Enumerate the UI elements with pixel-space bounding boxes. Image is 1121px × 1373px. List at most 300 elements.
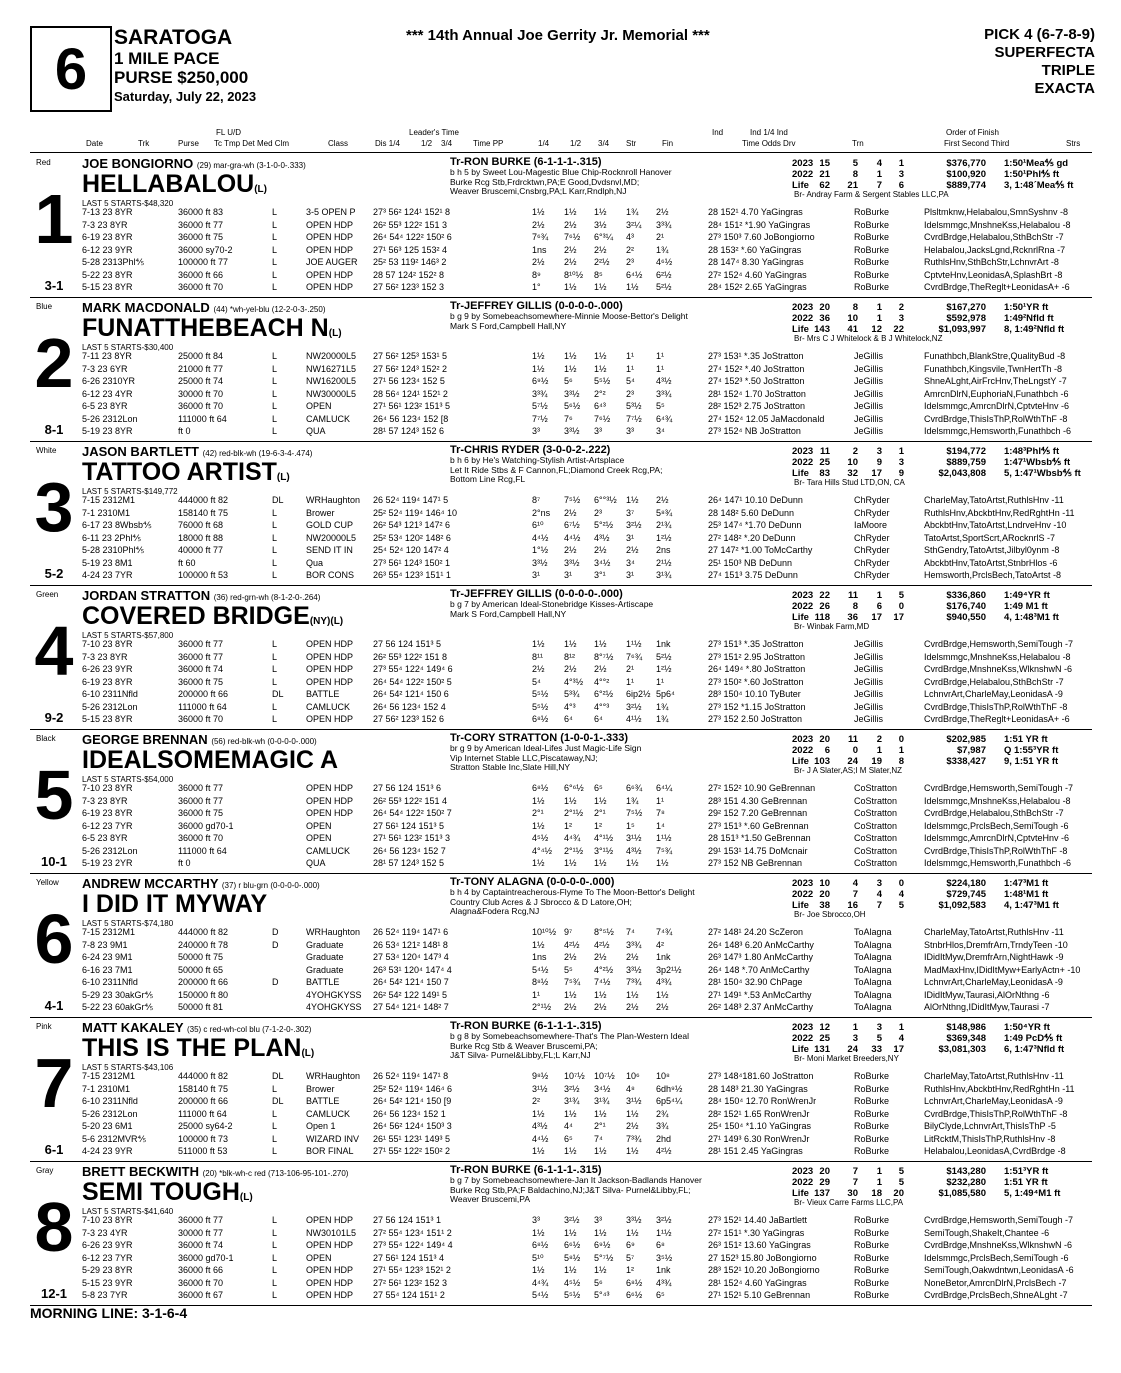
race-purse: PURSE $250,000 — [114, 68, 249, 87]
pl-trainer: RoBurke — [854, 1227, 890, 1238]
pl-fractions: 26⁴ 56 123⁴ 152 1 — [373, 1108, 446, 1119]
pl-trainer: RoBurke — [854, 269, 890, 280]
pl-date: 5-19 23 8M1 — [82, 557, 133, 568]
stat-cell: Life — [792, 1044, 809, 1055]
col-label: Dis 1/4 — [375, 139, 400, 148]
pl-str: 5⁷ — [626, 1252, 635, 1263]
stat-cell: 1 — [898, 745, 904, 756]
stat-cell: 1 — [876, 313, 882, 324]
pl-q2: 4°³½ — [564, 676, 584, 687]
stat-cell: $100,920 — [946, 169, 986, 180]
last-five-earnings: LAST 5 STARTS-$54,000 — [82, 775, 174, 784]
pl-q2: 6⁴ — [564, 714, 573, 724]
pl-trainer: RoBurke — [854, 207, 890, 217]
pl-class: BATTLE — [306, 1096, 340, 1106]
stat-cell: 8, 1:49²Nfld ft — [1004, 324, 1065, 335]
stat-cell: 16 — [847, 900, 858, 911]
last-five-earnings: LAST 5 STARTS-$57,800 — [82, 631, 174, 640]
stat-cell: 131 — [814, 1044, 830, 1055]
driver-info: (42) red-blk-wh (19-6-3-4-.474) — [202, 449, 313, 458]
pl-fractions: 27² 55⁴ 123⁴ 151¹ 2 — [373, 1227, 452, 1238]
pl-trainer: ToAlagna — [854, 952, 892, 962]
stat-cell: Q 1:55³YR ft — [1004, 745, 1059, 756]
morning-line-odds: 9-2 — [44, 710, 64, 725]
pl-date: 5-15 23 9YR — [82, 1277, 133, 1288]
pl-med: L — [272, 244, 278, 255]
pedigree-owner-line: Burke Rcg Stb,PA;F Baldachino,NJ;J&T Silva- Purnel&Libby,FL; — [450, 1184, 691, 1195]
pp-line — [82, 389, 1092, 400]
pl-class: QUA — [306, 858, 326, 868]
pl-fin: 10⁸ — [656, 1071, 670, 1081]
pl-time-odds-driver: 28⁴ 150⁴ 12.70 RonWrenJr — [708, 1096, 817, 1106]
pl-q1: 5⁴½ — [532, 1290, 549, 1300]
pl-class: GOLD CUP — [306, 520, 354, 530]
stat-cell: 1 — [876, 590, 882, 601]
entry-block — [30, 154, 1092, 298]
pl-fin: 6⁴¼ — [656, 783, 673, 793]
pl-q1: 2½ — [532, 219, 545, 230]
pl-purse: 30000 ft 77 — [178, 1227, 224, 1238]
pl-finish-order: Idelsmmgc,AmrcnDlrN,CptvteHnv -6 — [924, 401, 1070, 411]
stat-cell: 10 — [847, 313, 858, 324]
pl-date: 6-26 23 9YR — [82, 1240, 133, 1250]
pp-line — [82, 977, 1092, 988]
pl-fin: 3¾ — [656, 1121, 669, 1131]
pl-q2: 1½ — [564, 639, 577, 649]
pl-q3: 5°²½ — [594, 520, 614, 530]
pl-med: L — [272, 282, 278, 292]
pp-line — [82, 270, 1092, 281]
driver-line — [82, 444, 312, 459]
pl-purse: 36000 gd70-1 — [178, 820, 234, 831]
pl-fin: 1¹ — [656, 795, 665, 806]
stat-cell: 1:50⁴YR ft — [1004, 1022, 1050, 1033]
trainer-name: Tr-RON BURKE (6-1-1-1-.315) — [450, 1164, 602, 1176]
pl-med: L — [272, 207, 278, 217]
pl-finish-order: SthGendry,TatoArtst,Jilbyl0ynm -8 — [924, 545, 1060, 555]
pedigree-owner-line: J&T Silva- Purnel&Libby,FL;L Karr,NJ — [450, 1050, 591, 1060]
pedigree-owner-line: Alagna&Fodera Rcg,NJ — [450, 906, 540, 916]
pl-time-odds-driver: 27² 151¹ *.30 YaGingras — [708, 1227, 805, 1238]
stats-row — [792, 446, 1092, 457]
trainer-name: Tr-JEFFREY GILLIS (0-0-0-0-.000) — [450, 300, 623, 312]
pl-class: JOE AUGER — [306, 257, 358, 267]
pl-q1: 1½ — [532, 351, 545, 361]
pl-trainer: ToAlagna — [854, 927, 892, 937]
pl-fin: 1nk — [656, 1265, 671, 1275]
pl-purse: 200000 ft 66 — [178, 1096, 229, 1106]
pl-date: 7-3 23 8YR — [82, 651, 128, 662]
stat-cell: 2022 — [792, 745, 814, 756]
pl-class: OPEN HDP — [306, 676, 354, 687]
pl-str: 1¹ — [626, 676, 635, 687]
pl-q3: 1½ — [594, 858, 607, 868]
pl-time-odds-driver: 26⁴ 149⁴ *.80 JoStratton — [708, 664, 806, 674]
pl-class: Graduate — [306, 964, 344, 975]
col-label: Time PP — [473, 139, 504, 148]
stat-cell: $176,740 — [946, 601, 986, 612]
pl-date: 6-12 23 7YR — [82, 1252, 133, 1263]
pl-q1: 5⁵½ — [532, 689, 549, 699]
pl-trainer: RoBurke — [854, 1146, 890, 1156]
pl-fractions: 27³ 56¹ 124³ 150² 1 — [373, 557, 451, 568]
pl-q3: 3³ — [594, 426, 603, 436]
pl-q1: 1½ — [532, 1227, 545, 1238]
pl-str: 6ip2½ — [626, 689, 651, 699]
pl-q3: 2°¹ — [594, 808, 606, 818]
stat-cell: 103 — [814, 756, 830, 767]
horse-suffix: (L) — [276, 472, 290, 483]
stat-cell: 1:47¹Wbsb⅘ ft — [1004, 457, 1071, 468]
pl-date: 6-16 23 7M1 — [82, 964, 133, 975]
pl-purse: 36000 ft 83 — [178, 207, 224, 217]
pl-purse: 50000 ft 75 — [178, 952, 224, 962]
col-label: First Second Third — [944, 139, 1010, 148]
pl-med: L — [272, 714, 278, 724]
pl-date: 4-24 23 7YR — [82, 570, 133, 580]
pl-str: 6⁸½ — [626, 1277, 643, 1288]
driver-line — [82, 300, 326, 315]
pl-trainer: ToAlagna — [854, 1002, 892, 1012]
saddlecloth-color: Pink — [36, 1022, 52, 1031]
pl-str: 3³½ — [626, 964, 642, 975]
pl-purse: 36000 ft 77 — [178, 219, 224, 230]
pl-q1: 2½ — [532, 257, 545, 267]
last-five-earnings: LAST 5 STARTS-$48,320 — [82, 199, 174, 208]
stat-cell: 11 — [847, 734, 858, 745]
pl-q1: 4³½ — [532, 1121, 548, 1131]
pl-date: 7-10 23 8YR — [82, 1215, 133, 1225]
pl-trainer: CoStratton — [854, 845, 898, 856]
pp-line — [82, 520, 1092, 531]
col-label: 3/4 — [598, 139, 610, 148]
col-label: 1/2 — [570, 139, 582, 148]
pl-q1: 1ns — [532, 244, 547, 255]
pl-time-odds-driver: 28 148³ 21.30 YaGingras — [708, 1083, 808, 1094]
pedigree-owner-line: Burke Rcg Stb,Frdrcktwn,PA;E Good,Dvdsnvl,MD; — [450, 176, 640, 187]
pl-date: 7-13 23 8YR — [82, 207, 133, 217]
pl-fin: 1¹ — [656, 676, 665, 687]
pl-trainer: RoBurke — [854, 1071, 890, 1081]
horse-suffix: (NY)(L) — [309, 616, 344, 627]
stat-cell: $224,180 — [946, 878, 986, 889]
pp-line — [82, 1134, 1092, 1145]
trainer-block — [450, 588, 830, 619]
pl-time-odds-driver: 27² 148¹ 24.20 ScZeron — [708, 927, 804, 937]
pl-q1: 1½ — [532, 795, 545, 806]
pl-q1: 8⁹ — [532, 269, 541, 280]
pl-str: 1½ — [626, 495, 639, 505]
stat-cell: 1 — [898, 1022, 904, 1033]
post-position: 4 — [34, 612, 74, 690]
pl-q1: 1ns — [532, 952, 547, 962]
pl-purse: 200000 ft 66 — [178, 689, 229, 699]
pl-q2: 1½ — [564, 1108, 577, 1119]
pl-class: OPEN HDP — [306, 269, 354, 280]
pl-finish-order: Idelsmmgc,MnshneKss,Helabalou -8 — [924, 795, 1071, 806]
stat-cell: $167,270 — [946, 302, 986, 313]
pl-q2: 5⁵ — [564, 964, 573, 975]
driver-name: JOE BONGIORNO — [82, 156, 194, 171]
pl-date: 6-11 23 2Phl⅘ — [82, 532, 142, 543]
pl-med: D — [272, 927, 279, 937]
horse-suffix: (L) — [254, 184, 267, 195]
pl-fractions: 27³ 55⁴ 122⁴ 149⁴ 6 — [373, 664, 453, 674]
pl-date: 6-5 23 8YR — [82, 401, 128, 411]
pl-q3: 8⁵ — [594, 269, 603, 280]
stat-cell: 5 — [876, 1033, 882, 1044]
pl-str: 6⁶½ — [626, 1290, 643, 1300]
pl-str: 7⁶¾ — [626, 651, 643, 662]
pl-purse: 100000 ft 73 — [178, 1133, 229, 1144]
stats-row — [792, 169, 1092, 180]
pl-q3: 2½ — [594, 545, 607, 555]
stat-cell: 17 — [893, 612, 904, 623]
trainer-block — [450, 732, 830, 773]
pl-q2: 1² — [564, 820, 573, 831]
stat-cell: 137 — [814, 1188, 830, 1199]
pl-med: DL — [272, 689, 284, 699]
stat-cell: 118 — [814, 612, 830, 623]
pl-q2: 2°¹½ — [564, 808, 584, 818]
pl-fin: 4³½ — [656, 376, 672, 386]
pl-date: 5-20 23 6M1 — [82, 1121, 133, 1131]
stat-cell: 4, 1:48³M1 ft — [1004, 612, 1059, 623]
pl-q2: 6⁶½ — [564, 1240, 581, 1250]
pl-time-odds-driver: 27² 152² 10.90 GeBrennan — [708, 783, 816, 793]
pl-fin: 4²½ — [656, 1146, 672, 1156]
stat-cell: 3 — [852, 1033, 858, 1044]
pp-line — [82, 351, 1092, 362]
race-info — [114, 26, 256, 106]
pl-trainer: JeGillis — [854, 401, 884, 411]
pl-fractions: 27³ 56² 124¹ 152¹ 8 — [373, 207, 451, 217]
pl-finish-order: LchnvrArt,CharleMay,LeonidasA -9 — [924, 977, 1063, 987]
pl-fin: 1¹ — [656, 363, 665, 374]
pl-med: L — [272, 257, 278, 267]
morning-line-odds: 3-1 — [44, 278, 64, 293]
pl-purse: 36000 ft 77 — [178, 1215, 224, 1225]
saddlecloth-color: Gray — [36, 1166, 54, 1175]
pl-str: 7⁵½ — [626, 808, 643, 818]
pl-q3: 2²½ — [594, 257, 610, 267]
stat-cell: 1 — [898, 158, 904, 169]
pl-class: NW20000L5 — [306, 532, 357, 543]
pl-q2: 10⁷½ — [564, 1071, 585, 1081]
pl-date: 6-19 23 8YR — [82, 232, 133, 242]
pp-line — [82, 783, 1092, 794]
pl-fin: 4³¾ — [656, 1277, 672, 1288]
pl-finish-order: CvrdBrdge,Hemsworth,SemiTough -7 — [924, 1215, 1074, 1225]
pl-time-odds-driver: 26⁴ 148³ 6.20 AnMcCarthy — [708, 939, 814, 950]
stat-cell: Life — [792, 468, 809, 479]
pl-str: 3¹ — [626, 570, 635, 580]
pp-line — [82, 1096, 1092, 1107]
pl-trainer: JeGillis — [854, 639, 884, 649]
pl-med: L — [272, 570, 278, 580]
pl-q2: 1½ — [564, 282, 577, 292]
pl-date: 5-28 2310Phl⅘ — [82, 545, 145, 555]
stat-cell: Life — [792, 900, 809, 911]
stat-cell: $592,978 — [946, 313, 986, 324]
pl-purse: 30000 ft 70 — [178, 388, 224, 399]
pl-q3: 3¹¾ — [594, 1096, 610, 1106]
stat-cell: $148,986 — [946, 1022, 986, 1033]
pl-purse: 36000 ft 75 — [178, 808, 224, 818]
pl-fractions: 27 56¹ 124 151³ 4 — [373, 1252, 445, 1263]
pl-fin: 7⁵¾ — [656, 845, 673, 856]
stat-cell: $1,092,583 — [938, 900, 986, 911]
col-label: Date — [86, 139, 103, 148]
pl-str: 3⁴ — [626, 557, 635, 568]
driver-line — [82, 1164, 348, 1179]
stat-cell: 1:50¹Phl⅘ ft — [1004, 169, 1060, 180]
stat-cell: $1,085,580 — [938, 1188, 986, 1199]
stat-cell: 20 — [893, 1188, 904, 1199]
pl-fractions: 25² 52⁴ 119⁴ 146⁴ 6 — [373, 1083, 452, 1094]
pedigree-owner-line: b h 5 by Sweet Lou-Magestic Blue Chip-Rocknroll Hanover — [450, 167, 672, 177]
pl-fractions: 26⁴ 54⁴ 122² 150² 5 — [373, 676, 452, 687]
pl-q1: 8⁷ — [532, 495, 541, 505]
stat-cell: 5, 1:47¹Wbsb⅘ ft — [1004, 468, 1081, 479]
pl-purse: 36000 sy70-2 — [178, 244, 233, 255]
pedigree-owner-line: Burke Rcg Stb & Weaver Bruscemi,PA; — [450, 1040, 598, 1051]
pl-purse: 36000 ft 75 — [178, 232, 224, 242]
pl-purse: 36000 ft 70 — [178, 1277, 224, 1288]
driver-line — [82, 588, 320, 603]
morning-line-odds: 4-1 — [44, 998, 64, 1013]
pedigree-owner-line: Let It Ride Stbs & F Cannon,FL;Diamond Creek Rcg,PA; — [450, 464, 663, 475]
stats-row — [792, 745, 1092, 756]
stat-cell: 2022 — [792, 1177, 814, 1188]
stat-cell: 2023 — [792, 302, 814, 313]
pl-purse: 111000 ft 64 — [178, 701, 227, 712]
col-label: Tc Tmp Det Med Clm — [214, 139, 289, 148]
pl-q2: 6⁵ — [564, 1133, 573, 1144]
pl-fin: 3⁴ — [656, 426, 665, 436]
pl-q2: 2½ — [564, 1002, 577, 1012]
pl-purse: 100000 ft 53 — [178, 570, 229, 580]
stat-cell: 17 — [871, 468, 882, 479]
pl-class: BATTLE — [306, 689, 340, 699]
pl-q1: 5⁴½ — [532, 964, 549, 975]
col-label: Class — [328, 139, 349, 148]
stat-cell: 1:49 M1 ft — [1004, 601, 1048, 612]
stat-cell: 5 — [898, 1177, 904, 1188]
pedigree-owner-line: br g 9 by American Ideal-Lifes Just Magic-Life Sign — [450, 743, 642, 753]
pl-q2: 2½ — [564, 545, 577, 555]
pl-class: NW20000L5 — [306, 351, 357, 361]
pl-q1: 1¹ — [532, 989, 541, 1000]
pl-date: 5-19 23 2YR — [82, 858, 133, 868]
pl-fractions: 27¹ 55² 122² 150² 2 — [373, 1146, 451, 1156]
pl-q1: 1½ — [532, 639, 545, 649]
pl-purse: 36000 ft 70 — [178, 833, 224, 843]
pl-date: 5-8 23 7YR — [82, 1290, 128, 1300]
pl-class: OPEN HDP — [306, 1290, 354, 1300]
horse-name: SEMI TOUGH — [82, 1178, 240, 1206]
pedigree-owner-line: Stratton Stable Inc,Slate Hill,NY — [450, 762, 571, 772]
pl-time-odds-driver: 28³ 150⁴ 10.10 TyButer — [708, 689, 801, 699]
pp-line — [82, 1278, 1092, 1289]
pl-fin: 2¹½ — [656, 557, 672, 568]
pl-purse: 36000 gd70-1 — [178, 1252, 234, 1263]
stat-cell: 2022 — [792, 169, 814, 180]
stat-cell: 20 — [819, 889, 830, 900]
pl-time-odds-driver: 28³ 152¹ 10.20 JoBongiorno — [708, 1265, 820, 1275]
pl-time-odds-driver: 27³ 150² *.60 JoStratton — [708, 676, 804, 687]
pl-trainer: RoBurke — [854, 1290, 890, 1300]
pp-line — [82, 508, 1092, 519]
pl-date: 7-15 2312M1 — [82, 1071, 136, 1081]
morning-line-odds: 6-1 — [44, 1142, 64, 1157]
pl-date: 7-3 23 6YR — [82, 363, 128, 374]
pedigree-owner-line: b h 4 by Captaintreacherous-Flyme To The Moon-Bettor's Delight — [450, 887, 695, 897]
pl-fractions: 26⁴ 54⁴ 122² 150² 7 — [373, 808, 452, 818]
pl-time-odds-driver: 28 148² 5.60 DeDunn — [708, 507, 795, 518]
pl-q1: 1½ — [532, 1265, 545, 1275]
pl-finish-order: Idelsmmgc,PrclsBech,SemiTough -6 — [924, 1252, 1069, 1263]
pl-purse: 50000 ft 81 — [178, 1002, 224, 1012]
pl-purse: 36000 ft 66 — [178, 1265, 224, 1275]
pl-med: L — [272, 388, 278, 399]
pl-purse: 25000 sy64-2 — [178, 1121, 233, 1131]
pl-class: OPEN — [306, 401, 332, 411]
pl-fractions: 26⁴ 56 123⁴ 152 4 — [373, 701, 446, 712]
stat-cell: 1:50¹Mea⅘ gd — [1004, 158, 1069, 169]
stat-cell: 7 — [852, 1177, 858, 1188]
pl-finish-order: AmrcnDlrN,EuphoriaN,Funathbch -6 — [924, 388, 1069, 399]
stat-cell: 1:51³YR ft — [1004, 1166, 1049, 1177]
saddlecloth-color: Red — [36, 158, 51, 167]
driver-line — [82, 1020, 311, 1035]
pl-med: D — [272, 939, 279, 950]
entry-block — [30, 586, 1092, 730]
pl-finish-order: Idelsmmgc,PrclsBech,SemiTough -6 — [924, 820, 1069, 831]
pl-fin: 1nk — [656, 639, 671, 649]
pl-q3: 2°¹ — [594, 1121, 606, 1131]
col-label: Time Odds Drv — [742, 139, 796, 148]
pl-q1: 4⁴½ — [532, 532, 549, 543]
pp-line — [82, 858, 1092, 869]
pl-time-odds-driver: 27¹ 149¹ *.53 AnMcCarthy — [708, 989, 812, 1000]
stat-cell: 4 — [898, 889, 904, 900]
pl-fractions: 27 55⁴ 124 151¹ 2 — [373, 1290, 445, 1300]
entry-block — [30, 874, 1092, 1018]
stat-cell: 4, 1:47³M1 ft — [1004, 900, 1059, 911]
entry-block — [30, 1018, 1092, 1162]
stat-cell: $2,043,808 — [938, 468, 986, 479]
pl-time-odds-driver: 27⁴ 152³ *.50 JoStratton — [708, 376, 805, 386]
pp-line — [82, 257, 1092, 268]
pl-q1: 9⁸½ — [532, 1071, 549, 1081]
stat-cell: $338,427 — [946, 756, 986, 767]
stats-row — [792, 302, 1092, 313]
stat-cell: $369,348 — [946, 1033, 986, 1044]
pl-q2: 2½ — [564, 664, 577, 674]
pl-finish-order: Hemsworth,PrclsBech,TatoArtst -8 — [924, 570, 1062, 580]
pl-q2: 4⁴ — [564, 1121, 573, 1131]
pl-q2: 7⁶½ — [564, 232, 581, 242]
pl-fin: 7⁸ — [656, 808, 665, 818]
pl-finish-order: AlOrNthng,IDidItMyw,Taurasi -7 — [924, 1002, 1050, 1012]
pl-str: 2² — [626, 244, 635, 255]
morning-line-odds: 10-1 — [40, 854, 68, 869]
pl-finish-order: SemiTough,Oakwdntwn,LeonidasA -6 — [924, 1265, 1074, 1275]
driver-name: JORDAN STRATTON — [82, 588, 211, 603]
pl-trainer: CoStratton — [854, 795, 898, 806]
pl-fin: 3²½ — [656, 1215, 672, 1225]
